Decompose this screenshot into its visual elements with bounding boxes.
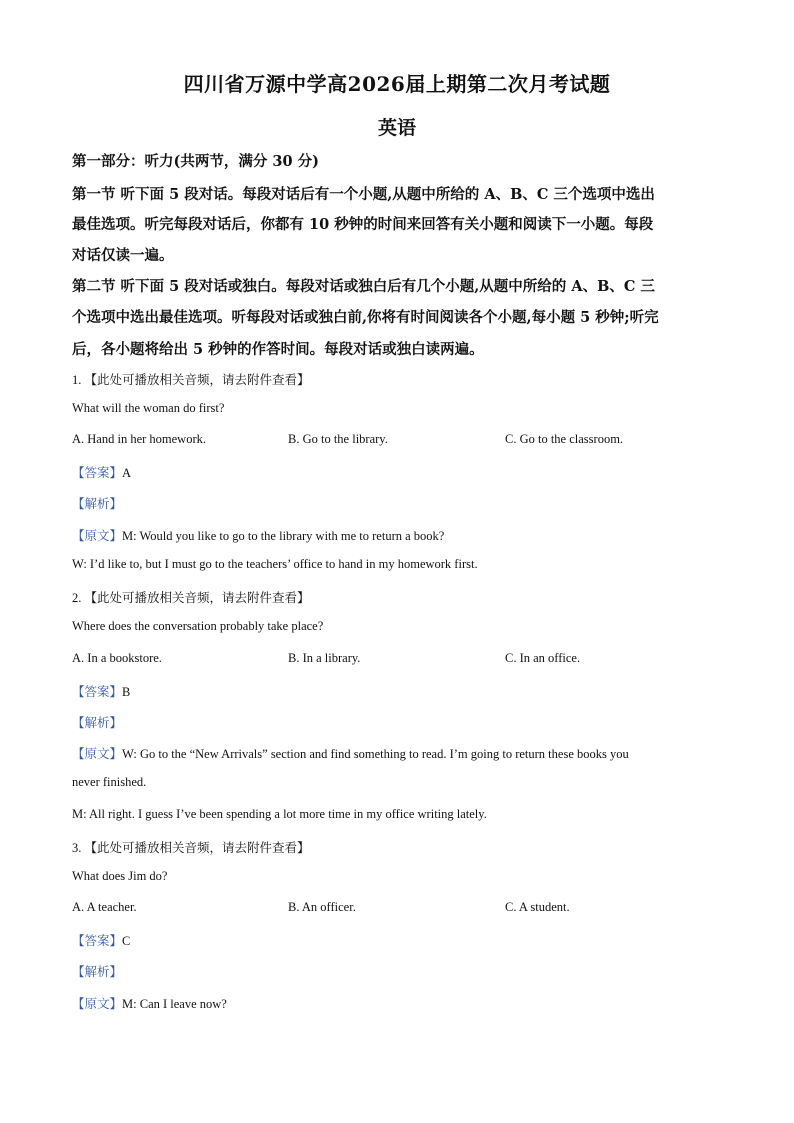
question-text: Where does the conversation probably take place? xyxy=(72,619,324,633)
exam-subject: 英语 xyxy=(377,117,416,139)
option-c: C. Go to the classroom. xyxy=(505,432,624,446)
part1-heading: 第一部分：听力(共两节，满分 30 分) xyxy=(72,153,319,170)
section2-line: 个选项中选出最佳选项。听每段对话或独白前,你将有时间阅读各个小题,每小题 5 秒钟;听完 xyxy=(72,309,659,326)
answer-row xyxy=(72,931,130,949)
option-a: A. In a bookstore. xyxy=(72,651,162,665)
answer-row xyxy=(72,463,131,481)
option-b: B. In a library. xyxy=(288,651,361,665)
analysis-label: 【解析】 xyxy=(72,965,123,979)
section2-line: 后，各小题将给出 5 秒钟的作答时间。每段对话或独白读两遍。 xyxy=(72,341,484,358)
question-header: 1. 【此处可播放相关音频，请去附件查看】 xyxy=(72,373,310,387)
question-text: What will the woman do first? xyxy=(72,401,225,415)
section1-line: 对话仅读一遍。 xyxy=(72,247,174,264)
answer-label: 【答案】 xyxy=(72,685,123,699)
answer-label: 【答案】 xyxy=(72,934,123,948)
question-text: What does Jim do? xyxy=(72,869,168,883)
option-a: A. Hand in her homework. xyxy=(72,432,206,446)
transcript-line: M: Would you like to go to the library with me to return a book? xyxy=(122,529,445,543)
option-b: B. Go to the library. xyxy=(288,432,388,446)
analysis-label: 【解析】 xyxy=(72,497,123,511)
original-label: 【原文】 xyxy=(72,997,123,1011)
original-label: 【原文】 xyxy=(72,747,123,761)
option-a: A. A teacher. xyxy=(72,900,137,914)
answer-value: C xyxy=(122,934,131,948)
transcript-line: W: I’d like to, but I must go to the teachers’ office to hand in my homework first. xyxy=(72,557,478,571)
option-c: C. A student. xyxy=(505,900,570,914)
section2-line: 第二节 听下面 5 段对话或独白。每段对话或独白后有几个小题,从题中所给的 A、B、C 三 xyxy=(72,278,655,295)
answer-row xyxy=(72,682,130,700)
transcript-line: W: Go to the “New Arrivals” section and find something to read. I’m going to return these books you xyxy=(122,747,629,761)
exam-title: 四川省万源中学高2026届上期第二次月考试题 xyxy=(183,72,611,96)
option-c: C. In an office. xyxy=(505,651,581,665)
transcript-row xyxy=(72,526,444,544)
transcript-row xyxy=(72,994,227,1012)
transcript-row xyxy=(72,744,629,762)
transcript-line: never finished. xyxy=(72,775,147,789)
answer-label: 【答案】 xyxy=(72,466,123,480)
option-b: B. An officer. xyxy=(288,900,356,914)
original-label: 【原文】 xyxy=(72,529,123,543)
answer-value: B xyxy=(122,685,131,699)
section1-line: 第一节 听下面 5 段对话。每段对话后有一个小题,从题中所给的 A、B、C 三个选项中选出 xyxy=(72,186,655,203)
analysis-label: 【解析】 xyxy=(72,716,123,730)
transcript-line: M: All right. I guess I’ve been spending a lot more time in my office writing lately. xyxy=(72,807,487,821)
answer-value: A xyxy=(122,466,132,480)
question-header: 3. 【此处可播放相关音频，请去附件查看】 xyxy=(72,841,310,855)
question-header: 2. 【此处可播放相关音频，请去附件查看】 xyxy=(72,591,310,605)
section1-line: 最佳选项。听完每段对话后，你都有 10 秒钟的时间来回答有关小题和阅读下一小题。每段 xyxy=(72,216,654,233)
transcript-line: M: Can I leave now? xyxy=(122,997,227,1011)
